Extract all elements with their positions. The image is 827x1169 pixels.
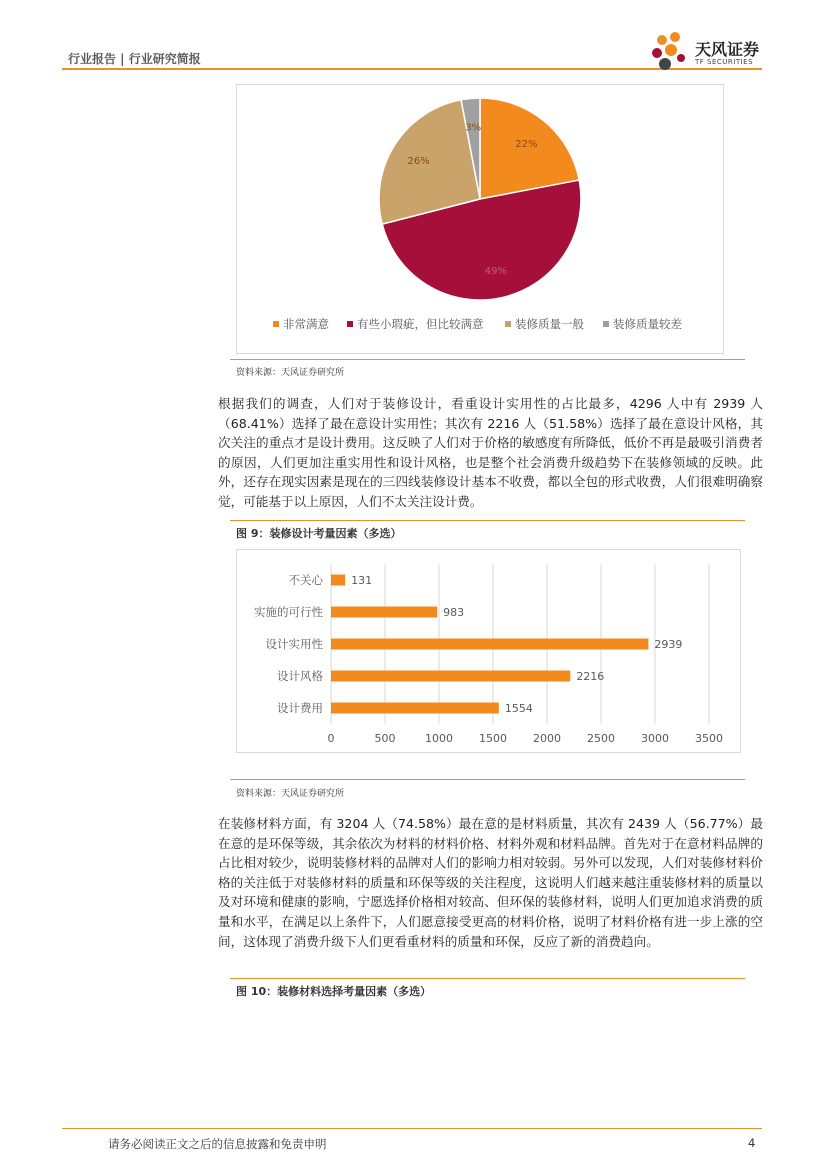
logo-subtext: TF SECURITIES — [695, 58, 754, 66]
y-category-label-4: 设计费用 — [277, 701, 323, 715]
bar-value-label-4: 1554 — [504, 702, 533, 715]
legend-swatch-2 — [505, 321, 511, 327]
footer-divider — [62, 1128, 762, 1129]
legend-label-2: 装修质量一般 — [515, 317, 584, 331]
bar-value-label-1: 983 — [443, 606, 465, 619]
bar-value-label-0: 131 — [351, 574, 373, 587]
x-tick-label-2: 1000 — [425, 732, 453, 745]
bar-1 — [331, 607, 437, 618]
x-tick-label-3: 1500 — [479, 732, 507, 745]
pie-label-2: 26% — [407, 156, 430, 168]
bar-value-label-3: 2216 — [576, 670, 605, 683]
legend-label-0: 非常满意 — [283, 317, 329, 331]
figure10-top-rule — [230, 978, 745, 979]
legend-label-1: 有些小瑕疵，但比较满意 — [357, 317, 484, 331]
pie-label-0: 22% — [515, 138, 538, 150]
bar-4 — [331, 703, 499, 714]
x-tick-label-4: 2000 — [533, 732, 561, 745]
figure9-title: 图 9：装修设计考量因素（多选） — [236, 527, 402, 540]
disclaimer-link[interactable]: 请务必阅读正文之后的信息披露和免责申明 — [108, 1137, 327, 1151]
analysis-paragraph-2: 在装修材料方面，有 3204 人（74.58%）最在意的是材料质量，其次有 2439 人（56.77%）最在意的是环保等级，其余依次为材料的材料价格、材料外观和材料品牌。首先对于在意材料品牌的占比相对较少，说明装修材料的品牌对人们的影响力相对较弱。另外可以发现，人们对装修材料价格的关注低于对装修材料的质量和环保等级的关注程度，这说明人们越来越注重装修材料的质量以及对环境和健康的影响，宁愿选择价格相对较高、但环保的装修材料，说明人们更加追求消费的质量和水平，在满足以上条件下，人们愿意接受更高的材料价格，说明了材料价格有进一步上涨的空间，这体现了消费升级下人们更看重材料的质量和环保，反应了新的消费趋向。 — [218, 816, 763, 949]
bar-value-label-2: 2939 — [654, 638, 683, 651]
legend-label-3: 装修质量较差 — [613, 317, 682, 331]
pie-source-rule — [230, 359, 745, 360]
legend-swatch-3 — [603, 321, 609, 327]
figure9-top-rule — [230, 520, 745, 521]
x-tick-label-5: 2500 — [587, 732, 615, 745]
y-category-label-0: 不关心 — [288, 573, 323, 587]
pie-source: 资料来源：天风证券研究所 — [236, 368, 345, 378]
report-category: 行业报告 | 行业研究简报 — [68, 52, 201, 66]
x-tick-label-1: 500 — [374, 732, 396, 745]
pie-chart — [237, 85, 723, 353]
bar-chart — [237, 550, 740, 752]
bar-0 — [331, 575, 345, 586]
y-category-label-3: 设计风格 — [277, 669, 323, 683]
bar-chart-frame — [236, 549, 741, 753]
legend-swatch-1 — [347, 321, 353, 327]
page-number: 4 — [748, 1136, 756, 1150]
legend-swatch-0 — [273, 321, 279, 327]
x-tick-label-7: 3500 — [695, 732, 723, 745]
pie-chart-frame — [236, 84, 724, 354]
x-tick-label-0: 0 — [327, 732, 335, 745]
pie-label-3: 3% — [465, 122, 482, 134]
y-category-label-2: 设计实用性 — [265, 637, 323, 651]
pie-label-1: 49% — [484, 265, 507, 277]
bar-2 — [331, 639, 648, 650]
figure9-source: 资料来源：天风证券研究所 — [236, 789, 345, 799]
tf-logo-icon — [648, 28, 694, 74]
x-tick-label-6: 3000 — [641, 732, 669, 745]
bar-3 — [331, 671, 570, 682]
figure9-source-rule — [230, 779, 745, 780]
figure10-title: 图 10：装修材料选择考量因素（多选） — [236, 985, 432, 998]
logo-text: 天风证券 — [695, 40, 760, 59]
y-category-label-1: 实施的可行性 — [254, 605, 323, 619]
analysis-paragraph-1: 根据我们的调查，人们对于装修设计，看重设计实用性的占比最多，4296 人中有 2939 人（68.41%）选择了最在意设计实用性；其次有 2216 人（51.58%）选择了最在意设计风格，其次关注的重点才是设计费用。这反映了人们对于价格的敏感度有所降低，低价不再是最吸引消费者的原因，人们更加注重实用性和设计风格，也是整个社会消费升级趋势下在装修领域的反映。此外，还存在现实因素是现在的三四线装修设计基本不收费，都以全包的形式收费，人们很难明确察觉，可能基于以上原因，人们不太关注设计费。 — [218, 396, 763, 509]
